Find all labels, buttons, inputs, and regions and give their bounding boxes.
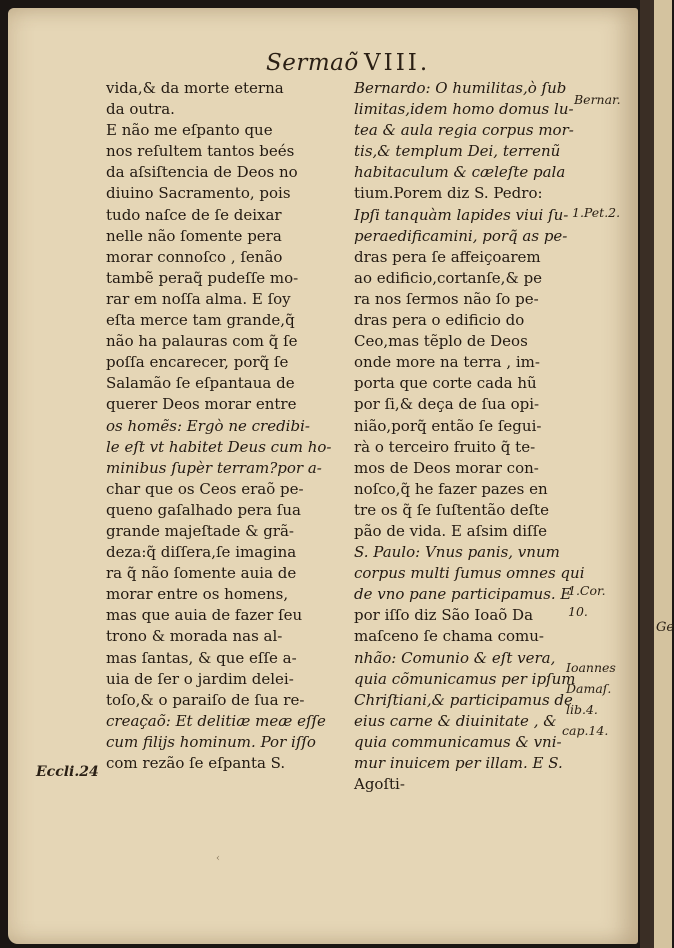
text-line: não ha palauras com q̃ ſe <box>106 332 298 351</box>
text-line: querer Deos morar entre <box>106 395 297 414</box>
text-line: porta que corte cada hũ <box>354 374 537 393</box>
text-line: ra nos ſermos não ſo pe- <box>354 289 539 308</box>
text-line: Agoſti- <box>354 775 405 794</box>
text-line: Salamão ſe eſpantaua de <box>106 374 295 393</box>
text-line: onde more na terra , im- <box>354 353 540 372</box>
text-line: tea & aula regia corpus mor- <box>354 121 574 140</box>
text-line: poſſa encarecer, porq̃ ſe <box>106 353 289 372</box>
page-mark: ‹ <box>216 853 220 864</box>
text-line: eſta merce tam grande,q̃ <box>106 311 295 330</box>
text-line: toſo,& o paraiſo de ſua re- <box>106 690 305 709</box>
text-line: maſceno ſe chama comu- <box>354 627 544 646</box>
margin-note-cor-chapter: 10. <box>568 604 588 619</box>
text-line: habitaculum & cæleſte pala <box>354 163 566 182</box>
text-line: grande majeſtade & grã- <box>106 521 294 540</box>
text-line: por iſſo diz São Ioaõ Da <box>354 606 534 625</box>
text-line: morar connoſco , ſenão <box>106 247 283 266</box>
text-line: com rezão ſe eſpanta S. <box>106 754 286 772</box>
text-line: mas ſantas, & que eſſe a- <box>106 648 297 667</box>
text-line: noſco,q̃ he fazer pazes en <box>354 479 548 498</box>
text-line: uia de ſer o jardim delei- <box>106 669 294 688</box>
text-line: vida,& da morte eterna <box>106 79 284 97</box>
text-line: quia cõmunicamus per ipſum <box>354 669 576 688</box>
text-line: dras pera o edificio do <box>354 311 525 330</box>
margin-note-eccli: Eccli.24 <box>36 764 99 780</box>
text-line: Bernardo: O humilitas,ò ſub <box>354 79 567 97</box>
text-line: cum filijs hominum. Por iſſo <box>106 732 316 751</box>
text-line: diuino Sacramento, pois <box>106 184 291 203</box>
text-line: nhão: Comunio & eſt vera, <box>354 648 556 667</box>
text-line: queno gaſalhado pera ſua <box>106 500 301 519</box>
text-line: rar em noſſa alma. E ſoy <box>106 289 291 308</box>
text-line: S. Paulo: Vnus panis, vnum <box>354 543 560 562</box>
text-line: dras pera ſe affeiçoarem <box>354 247 541 266</box>
text-line: mos de Deos morar con- <box>354 458 539 477</box>
next-page-paper <box>654 0 672 948</box>
text-line: de vno pane participamus. E <box>354 585 572 604</box>
text-line: nos reſultem tantos beés <box>106 142 295 161</box>
text-line: rà o terceiro fruito q̃ te- <box>354 437 536 456</box>
text-line: Ceo,mas tẽplo de Deos <box>354 332 528 351</box>
text-line: da aſsiſtencia de Deos no <box>106 163 298 182</box>
header-number: VIII. <box>364 50 431 76</box>
text-line: E não me eſpanto que <box>106 121 273 140</box>
text-line: por ſi,& deça de ſua opi- <box>354 395 540 414</box>
margin-note-lib: lib.4. <box>566 702 598 717</box>
text-line: os homẽs: Ergò ne credibi- <box>106 416 310 435</box>
text-line: le eſt vt habitet Deus cum ho- <box>106 437 332 456</box>
header-title: Sermaõ <box>266 50 359 76</box>
text-line: tium.Porem diz S. Pedro: <box>354 184 543 203</box>
text-line: tre os q̃ ſe ſuſtentão deſte <box>354 500 549 519</box>
margin-note-bernar: Bernar. <box>574 92 621 107</box>
text-line: pão de vida. E aſsim diſſe <box>354 521 548 540</box>
margin-note-cor: 1.Cor. <box>568 583 606 598</box>
text-line: ra q̃ não ſomente auia de <box>106 564 297 583</box>
next-page-fragment: Ge <box>656 620 674 635</box>
text-line: creaçaõ: Et delitiæ meæ eſſe <box>106 711 326 730</box>
text-line: deza:q̃ diſſera,ſe imagina <box>106 543 297 562</box>
text-line: nelle não ſomente pera <box>106 226 282 245</box>
left-text-column <box>106 78 334 774</box>
text-line: ao edificio,cortanſe,& pe <box>354 268 543 287</box>
text-line: corpus multi ſumus omnes qui <box>354 564 585 583</box>
text-line: quia communicamus & vni- <box>354 732 562 751</box>
text-line: minibus ſupèr terram?por a- <box>106 458 322 477</box>
margin-note-pet: 1.Pet.2. <box>572 205 621 220</box>
text-line: tambẽ peraq̃ pudeſſe mo- <box>106 268 299 287</box>
text-line: peraedificamini, porq̃ as pe- <box>354 226 568 245</box>
text-line: Ipſi tanquàm lapides viui ſu- <box>354 205 569 224</box>
text-line: mas que auia de fazer ſeu <box>106 606 303 625</box>
text-line: morar entre os homens, <box>106 585 289 604</box>
margin-note-ioannes: Ioannes <box>566 660 616 675</box>
text-line: trono & morada nas al- <box>106 627 283 646</box>
text-line: mur inuicem per illam. E S. <box>354 754 563 772</box>
text-line: eius carne & diuinitate , & <box>354 711 557 730</box>
text-line: tis,& templum Dei, terrenũ <box>354 142 561 161</box>
text-line: Chriſtiani,& participamus de <box>354 690 573 709</box>
text-line: limitas,idem homo domus lu- <box>354 100 574 119</box>
margin-note-damas: Damaſ. <box>566 681 612 696</box>
text-line: char que os Ceos eraõ pe- <box>106 479 304 498</box>
text-line: nião,porq̃ então ſe ſegui- <box>354 416 542 435</box>
margin-note-cap: cap.14. <box>562 723 609 738</box>
text-line: da outra. <box>106 100 175 119</box>
next-page-edge <box>640 0 672 948</box>
text-line: tudo naſce de ſe deixar <box>106 205 282 224</box>
